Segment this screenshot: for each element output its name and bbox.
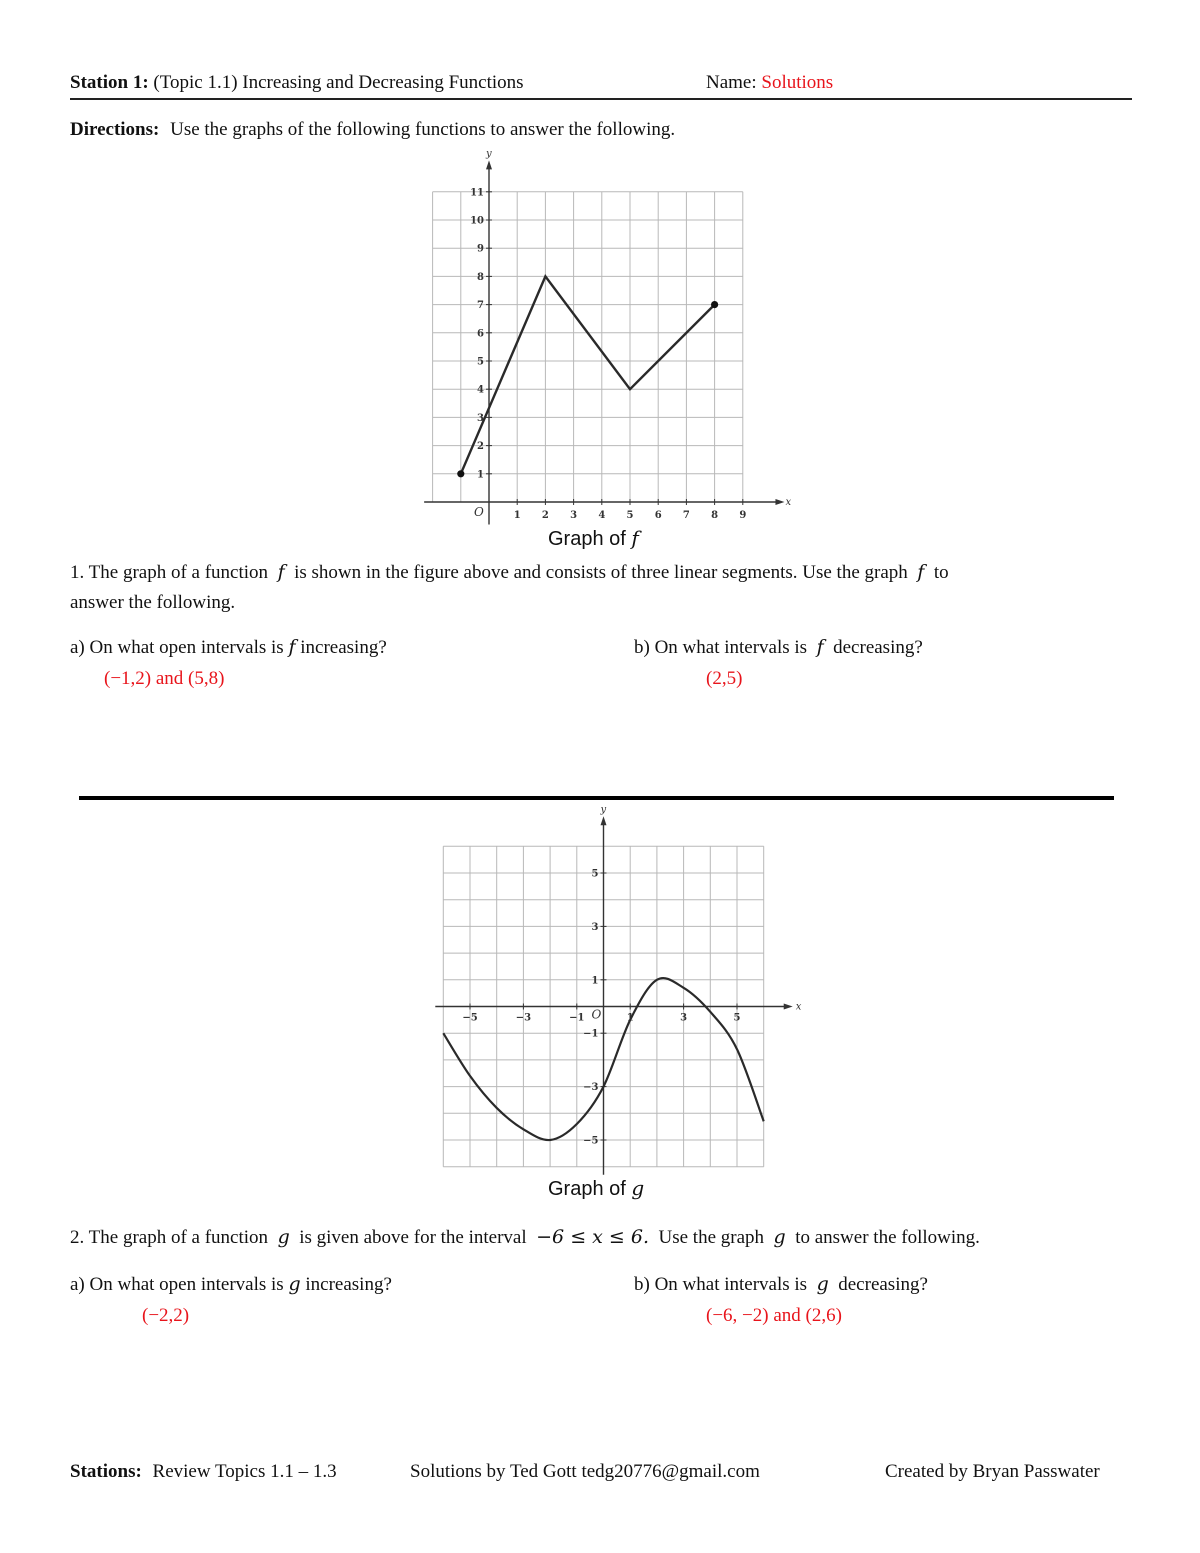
y-tick-label: 6 (477, 328, 484, 340)
q1-fn: f (277, 561, 285, 583)
q1a-tail: increasing? (300, 637, 387, 658)
q1-fn-2: f (917, 561, 925, 583)
x-tick-label: 9 (739, 510, 747, 521)
q1-text-line2: answer the following. (70, 592, 236, 613)
x-tick-label: 1 (513, 510, 521, 521)
graph-g-caption (548, 1176, 644, 1201)
q1a-label: a) On what open intervals is (70, 637, 284, 658)
q1-text-a: The graph of a function (88, 562, 269, 583)
q2-fn: g (277, 1226, 290, 1248)
directions-text: Use the graphs of the following functions to answer the following. (170, 119, 676, 140)
x-tick-label: −1 (569, 1012, 585, 1024)
q2-number: 2. (70, 1227, 85, 1248)
footer-stations-label: Stations: (70, 1461, 142, 1482)
q1b-label: b) On what intervals is (634, 637, 808, 658)
y-tick-label: 3 (591, 921, 599, 933)
q2a-answer: (−2,2) (142, 1305, 190, 1326)
station-label: Station 1: (70, 72, 149, 93)
y-axis-label: y (600, 804, 607, 816)
y-tick-label: −1 (583, 1028, 599, 1040)
y-tick-label: 9 (477, 243, 484, 255)
q2b-fn: g (816, 1273, 829, 1295)
q1a-fn: f (288, 636, 296, 658)
x-tick-label: 7 (682, 510, 690, 521)
q2-text-b: is given above for the interval (299, 1227, 527, 1248)
origin-label: O (591, 1007, 602, 1022)
footer-stations-text: Review Topics 1.1 – 1.3 (152, 1461, 337, 1482)
q2-interval: −6 ≤ x ≤ 6. (536, 1226, 649, 1248)
graph-f-caption-var: f (631, 526, 639, 550)
q1-text-c: to (933, 562, 949, 583)
y-tick-label: −5 (583, 1135, 599, 1147)
q2b-label: b) On what intervals is (634, 1274, 808, 1295)
y-tick-label: 1 (591, 975, 599, 987)
y-tick-label: 5 (591, 868, 599, 880)
y-tick-label: 8 (477, 271, 484, 283)
x-tick-label: 4 (598, 510, 606, 521)
name-label: Name: (706, 72, 757, 93)
q2-text (70, 1226, 980, 1249)
x-tick-label: 3 (570, 510, 578, 521)
y-tick-label: 11 (470, 187, 484, 199)
y-tick-label: 3 (477, 412, 484, 424)
q1-text-b: is shown in the figure above and consists of three linear segments. Use the graph (294, 562, 908, 583)
x-tick-label: 8 (711, 510, 719, 521)
x-axis-label: x (785, 497, 792, 508)
q1b-answer: (2,5) (706, 668, 743, 689)
q2a-fn: g (288, 1273, 301, 1295)
y-tick-label: 10 (470, 215, 484, 227)
x-tick-label: 5 (626, 510, 634, 521)
q2-text-c: Use the graph (658, 1227, 765, 1248)
q2-fn-2: g (773, 1226, 786, 1248)
graph-f-caption-prefix: Graph of (548, 528, 632, 550)
y-axis-label: y (486, 148, 492, 160)
q1b-tail: decreasing? (833, 637, 923, 658)
x-tick-label: 5 (733, 1012, 741, 1024)
q2-text-d: to answer the following. (795, 1227, 980, 1248)
q2b-answer: (−6, −2) and (2,6) (706, 1305, 842, 1326)
q1-number: 1. (70, 562, 85, 583)
q2-text-a: The graph of a function (88, 1227, 269, 1248)
q2a-label: a) On what open intervals is (70, 1274, 284, 1295)
x-tick-label: −3 (515, 1012, 532, 1024)
footer-solutions-by: Solutions by Ted Gott tedg20776@gmail.com (410, 1461, 760, 1482)
graph-g-caption-var: g (631, 1176, 645, 1200)
name-value: Solutions (761, 72, 834, 93)
y-tick-label: 5 (477, 356, 484, 368)
q2a-question (70, 1273, 392, 1296)
q2b-question (634, 1273, 928, 1296)
footer-stations (70, 1461, 337, 1483)
q2b-tail: decreasing? (838, 1274, 928, 1295)
x-axis-arrow (784, 1004, 793, 1010)
x-tick-label: 6 (654, 510, 662, 521)
y-tick-label: −3 (583, 1082, 599, 1094)
y-tick-label: 4 (477, 384, 484, 396)
y-tick-label: 7 (477, 300, 484, 312)
y-tick-label: 2 (477, 441, 484, 453)
x-tick-label: 2 (541, 510, 549, 521)
y-tick-label: 1 (477, 469, 484, 481)
x-tick-label: 1 (626, 1012, 634, 1024)
graph-g-caption-prefix: Graph of (548, 1178, 632, 1200)
x-tick-label: 3 (680, 1012, 688, 1024)
x-tick-label: −5 (462, 1012, 478, 1024)
origin-label: O (474, 505, 484, 519)
x-axis-label: x (795, 1001, 802, 1013)
q1b-fn: f (816, 636, 824, 658)
q2a-tail: increasing? (305, 1274, 392, 1295)
q1a-answer: (−1,2) and (5,8) (104, 668, 225, 689)
footer-created-by: Created by Bryan Passwater (885, 1461, 1100, 1482)
y-axis-arrow (601, 816, 607, 825)
directions-label: Directions: (70, 119, 160, 140)
station-title: (Topic 1.1) Increasing and Decreasing Functions (153, 72, 524, 93)
